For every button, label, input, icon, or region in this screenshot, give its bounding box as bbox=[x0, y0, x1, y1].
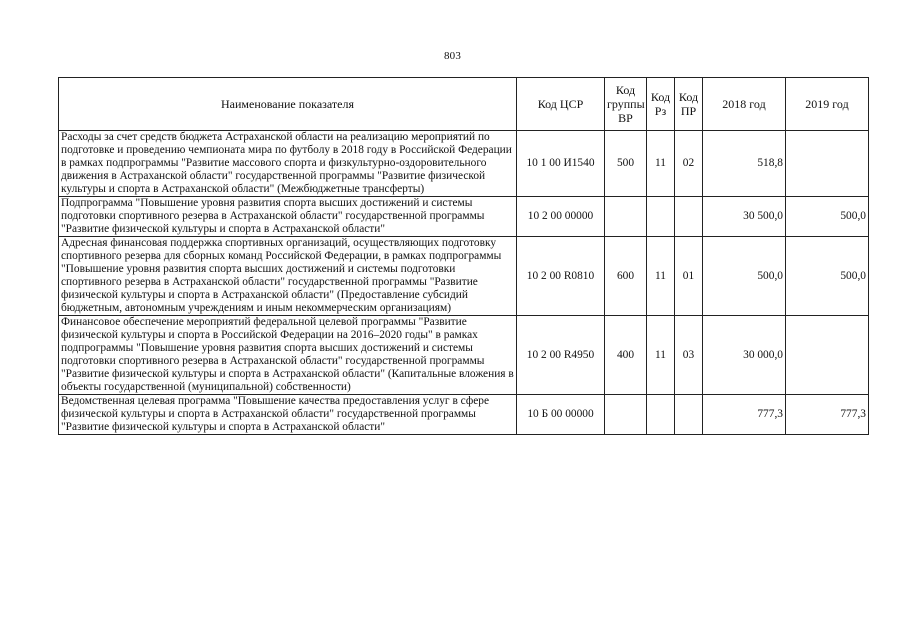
table-row bbox=[59, 316, 869, 395]
row-2018: 777,3 bbox=[703, 395, 786, 435]
row-rz bbox=[647, 395, 675, 435]
row-name: Ведомственная целевая программа "Повышение качества предоставления услуг в сфере физической культуры и спорта в Астраханской области" государственной программы "Развитие физической культуры и спорта в Астраханской области" bbox=[59, 395, 517, 435]
row-csr: 10 2 00 R0810 bbox=[517, 237, 605, 316]
row-csr: 10 Б 00 00000 bbox=[517, 395, 605, 435]
page-number: 803 bbox=[443, 50, 462, 62]
table-row bbox=[59, 131, 869, 197]
row-vr bbox=[605, 197, 647, 237]
row-pr bbox=[675, 395, 703, 435]
header-csr: Код ЦСР bbox=[517, 78, 605, 131]
header-rz: Код Рз bbox=[647, 78, 675, 131]
row-name: Расходы за счет средств бюджета Астраханской области на реализацию мероприятий по подготовке и проведению чемпионата мира по футболу в 2018 году в Российской Федерации в рамках подпрограммы "Развитие массового спорта и физкультурно-оздоровительного движения в Астраханской области" государственной программы "Развитие физической культуры и спорта в Астраханской области" (Межбюджетные трансферты) bbox=[59, 131, 517, 197]
row-2019: 500,0 bbox=[786, 197, 869, 237]
header-name: Наименование показателя bbox=[59, 78, 517, 131]
row-rz: 11 bbox=[647, 237, 675, 316]
row-name: Адресная финансовая поддержка спортивных организаций, осуществляющих подготовку спортивного резерва для сборных команд Российской Федерации, в рамках подпрограммы "Повышение уровня развития спорта высших достижений и системы подготовки спортивного резерва в Астраханской области" государственной программы "Развитие физической культуры и спорта в Астраханской области" (Предоставление субсидий бюджетным, автономным учреждениям и иным некоммерческим организациям) bbox=[59, 237, 517, 316]
header-2018: 2018 год bbox=[703, 78, 786, 131]
row-name: Подпрограмма "Повышение уровня развития спорта высших достижений и системы подготовки спортивного резерва в Астраханской области" государственной программы "Развитие физической культуры и спорта в Астраханской области" bbox=[59, 197, 517, 237]
row-vr: 400 bbox=[605, 316, 647, 395]
row-rz: 11 bbox=[647, 131, 675, 197]
row-2019: 777,3 bbox=[786, 395, 869, 435]
row-name: Финансовое обеспечение мероприятий федеральной целевой программы "Развитие физической культуры и спорта в Российской Федерации на 2016–2020 годы" в рамках подпрограммы "Повышение уровня развития спорта высших достижений и системы подготовки спортивного резерва в Астраханской области" государственной программы "Развитие физической культуры и спорта в Астраханской области" (Капитальные вложения в объекты государственной (муниципальной) собственности) bbox=[59, 316, 517, 395]
row-csr: 10 1 00 И1540 bbox=[517, 131, 605, 197]
header-pr: Код ПР bbox=[675, 78, 703, 131]
row-vr: 500 bbox=[605, 131, 647, 197]
row-2019 bbox=[786, 131, 869, 197]
header-2019: 2019 год bbox=[786, 78, 869, 131]
row-2018: 30 500,0 bbox=[703, 197, 786, 237]
row-csr: 10 2 00 R4950 bbox=[517, 316, 605, 395]
table-row bbox=[59, 395, 869, 435]
row-pr: 02 bbox=[675, 131, 703, 197]
row-vr: 600 bbox=[605, 237, 647, 316]
table-row bbox=[59, 237, 869, 316]
row-csr: 10 2 00 00000 bbox=[517, 197, 605, 237]
budget-table bbox=[58, 77, 869, 435]
row-rz bbox=[647, 197, 675, 237]
row-pr: 03 bbox=[675, 316, 703, 395]
header-vr: Код группы ВР bbox=[605, 78, 647, 131]
row-2018: 500,0 bbox=[703, 237, 786, 316]
row-pr bbox=[675, 197, 703, 237]
header-row bbox=[59, 78, 869, 131]
row-2019: 500,0 bbox=[786, 237, 869, 316]
row-2019 bbox=[786, 316, 869, 395]
row-2018: 518,8 bbox=[703, 131, 786, 197]
row-vr bbox=[605, 395, 647, 435]
row-pr: 01 bbox=[675, 237, 703, 316]
row-rz: 11 bbox=[647, 316, 675, 395]
table-row bbox=[59, 197, 869, 237]
row-2018: 30 000,0 bbox=[703, 316, 786, 395]
